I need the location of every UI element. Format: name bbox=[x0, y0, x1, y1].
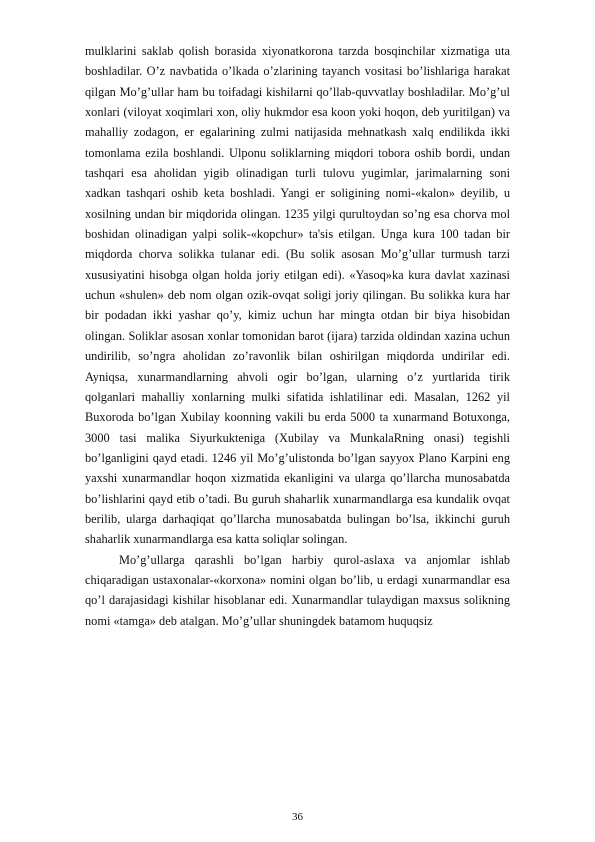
page-number: 36 bbox=[292, 811, 303, 823]
paragraph-2: Mo’g’ullarga qarashli bo’lgan harbiy qurol-aslaxa va anjomlar ishlab chiqaradigan ustaxonalar-«korxona» nomini olgan bo’lib, u erdagi xunarmandlar esa qo’l darajasidagi kishilar hisoblanar edi. Xunarmandlar tulaydigan maxsus solikning nomi «tamga» deb atalgan. Mo’g’ullar shuningdek batamom huquqsiz bbox=[85, 552, 510, 628]
body-text bbox=[85, 41, 510, 631]
paragraph-1: mulklarini saklab qolish borasida xiyonatkorona tarzda bosqinchilar xizmatiga uta boshladilar. O’z navbatida o’lkada o’zlarining tayanch vositasi bo’lishlariga harakat qilgan Mo’g’ullar ham bu toifadagi kishilarni qo’llab-quvvatlay boshladilar. Mo’g’ul xonlari (viloyat xoqimlari xon, oliy hukmdor esa koon yoki hoqon, deb yuritilgan) va mahalliy zodagon, er egalarining zulmi natijasida mehnatkash xalq endilikda ikki tomonlama ezila boshlandi. Ulponu soliklarning miqdori tobora oshib bordi, undan tashqari esa aholidan yigib olinadigan turli tulovu yugimlar, jarimalarning soni xadkan tashqari oshib keta boshladi. Yangi er soligining nomi-«kalon» deyilib, u xosilning undan bir miqdorida olingan. 1235 yilgi qurultoydan so’ng esa chorva mol boshidan olinadigan yalpi solik-«kopchur» ta'sis etilgan. Unga kura 100 tadan bir miqdorda chorva solikka tulanar edi. (Bu solik asosan Mo’g’ullar turmush tarzi xususiyatini hisobga olgan holda joriy etilgan edi). «Yasoq»ka kura davlat xazinasi uchun «shulen» deb nom olgan ozik-ovqat soligi joriy qilingan. Bu solikka kura har bir podadan ikki yashar qo’y, kimiz uchun har mingta otdan bir biya hisobidan olingan. Soliklar asosan xonlar tomonidan barot (ijara) tarzida oldindan xazina uchun undirilib, so’ngra aholidan zo’ravonlik bilan oshirilgan miqdorda undirilar edi. Ayniqsa, xunarmandlarning ahvoli ogir bo’lgan, ularning o’z yurtlarida tirik qolganlari mahalliy xonlarning mulki sifatida ishlatilinar edi. Masalan, 1262 yil Buxoroda bo’lgan Xubilay koonning vakili bu erda 5000 ta xunarmand Botuxonga, 3000 tasi malika Siyurkukteniga (Xubilay va MunkalaRning onasi) tegishli bo’lganligini qayd etadi. 1246 yil Mo’g’ulistonda bo’lgan sayyox Plano Karpini eng yaxshi xunarmandlar hoqon xizmatida ekanligini va ularga qo’llarcha munosabatda bo’lishlarini qayd etib o’tadi. Bu guruh shaharlik xunarmandlarga esa kundalik ovqat berilib, ularga darhaqiqat qo’llarcha munosabatda bulingan bo’lsa, ikkinchi guruh shaharlik xunarmandlarga esa katta soliqlar solingan. bbox=[85, 44, 510, 547]
